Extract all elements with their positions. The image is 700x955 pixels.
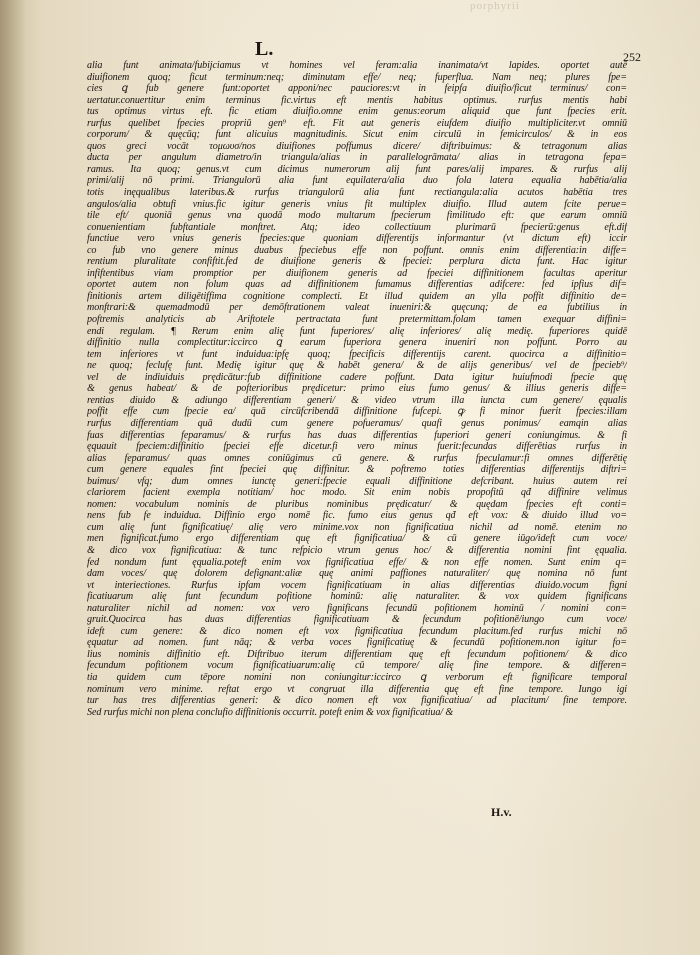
text-line: men fignificat.fumo ergo differentiam quę eft fignificatiua/ & cū genere iūgo/ideft cum voce/ <box>87 533 627 545</box>
text-line: buimus/ vfq; dum omnes iunctę generi:fpecie equali diffinitione defcribant. huius autem rei <box>87 475 627 487</box>
text-line: tem inferiores vt funt induidua:ipfę quoq; fpecificis differentijs carent. quocirca a diffinitio= <box>87 348 627 360</box>
text-line: Sed rurfus michi non plena conclufio diffinitionis occurrit. poteft enim & vox fignificatiua/ & <box>87 706 454 718</box>
body-text <box>87 60 627 718</box>
text-line: diffinitio nulla complectitur:iccirco ꝗ earum fuperiora genera inueniri non poffunt. Porro au <box>87 337 627 349</box>
text-line: ramus. Ita quoq; genus.vt cum dicimus numerorum alij funt pares/alij impares. & rurfus alij <box>87 163 627 175</box>
text-line: ęquauit fpeciem:diffinitio fpeciei effe dicetur.fi vero minus fuerit:fecundas differētias rurfus in <box>87 441 627 453</box>
text-line: corporum/ & quęcūq; funt alicuius magnitudinis. Sicut enim circulū in femicirculos/ & in eos <box>87 129 627 141</box>
text-line: poffit effe cum fpecie ea/ quā circūfcribendā diffinitione fufcepi. ꝙ fi minor fuerit fpecies:illam <box>87 406 627 418</box>
text-line: dam voces/ quę dolorem defignant:aliæ quę animi paffiones naturaliter/ quę nomina nō funt <box>87 568 627 580</box>
running-header-letter: L. <box>255 38 274 60</box>
text-line: ficatiuarum alię funt fecundum pofitione hominū: alię naturaliter. & vox quidem fignificans <box>87 591 627 603</box>
text-line: nominum vero minime. reftat ergo vt congruat illa differentia quę eft fine tempore. Iungo igi <box>87 683 627 695</box>
folio-number: 252 <box>623 50 641 64</box>
text-line: ęquatur ad nomen. funt nāq; & verba voces fignificatiuę & fecundū pofitionem.non igitur fo= <box>87 637 627 649</box>
text-line: infiftentibus viam promptior per diuifionem generis ad fpeciei diffinitionem facultas aperitur <box>87 267 627 279</box>
text-line: uertatur.conuertitur enim terminus fic.virtus eft mentis habitus optimus. rurfus mentis habi <box>87 94 627 106</box>
text-line: cies ꝗ fub genere funt:oportet apponi/nec pauciores:vt in feipfa diuifio/ficut terminus/ con= <box>87 83 627 95</box>
text-line: vt interiectiones. Rurfus ipfam vocem fignificatiuam in alias differentias diuido.vocum figni <box>87 579 627 591</box>
text-line: gruit.Quocirca has duas differentias fignificatiuam & fecundum pofitionē/iungo cum voce/ <box>87 614 627 626</box>
text-line: clariorem facient exempla notitiam/ hoc modo. Sit enim nobis propofitū qđ diffinire velimus <box>87 487 627 499</box>
text-line: poftremis analyticis ab Ariftotele pertractata funt pretermittam.folam tamen exequar diffini= <box>87 314 627 326</box>
text-line: alia funt animata/fubijciamus vt homines vel feram:alia inanimata/vt lapides. oportet autē <box>87 60 627 71</box>
text-line: rentium pluralitate confiftit.fed de diuifione generis & fpeciei: perplura dicta funt. Hac igitur <box>87 256 627 268</box>
gutter-shadow <box>0 0 26 955</box>
text-line: tus optimus virtus eft. fic etiam diuifio.omne enim genus:eorum aliquid que funt fpecies erit. <box>87 106 627 118</box>
text-line: tile eft/ quoniā genus vna quodā modo multarum fpecierum fimilitudo eft: que earum omniū <box>87 210 627 222</box>
text-line: vel de indiuiduis prędicātur:fub diffinitione cadere poffunt. Data igitur huiufmodi fpecie quę <box>87 371 627 383</box>
text-line: lius nominis diffinitio eft. Diftribuo iterum differentiam quę eft fecundum pofitionem/ & dico <box>87 648 627 660</box>
text-line: tia quidem cum tēpore nomini non coniungitur:iccirco ꝗ verborum eft fignificare temporal <box>87 671 627 683</box>
text-line: finitionis artem diligētiffima cognitione complecti. Et illud quidem an ylla poffit diffinitio de= <box>87 290 627 302</box>
text-line: tur has tres differentias generi: & dico nomen eft vox fignificatiua/ ad placitum/ fine tempore. <box>87 695 627 707</box>
text-line: alias feparamus/ quas omnes coniūgimus cū genere. & rurfus fpeculamur:fi omnes differētię <box>87 452 627 464</box>
text-line: cum genere equales fint fpeciei quę diffinitur. & poftremo toties differentias differentijs diftri= <box>87 464 627 476</box>
text-line: totis inęqualibus lateribus.& rurfus triangulorū alia funt rectiangula:alia acutos habētia tres <box>87 187 627 199</box>
text-line: endi regulam. ¶ Rerum enim alię funt fuperiores/ alię inferiores/ alię medię. fuperiores quidē <box>87 325 627 337</box>
text-line: rurfus quelibet fpecies propriū gen⁹ eft. Fit aut generis eiufdem diuifio multipliciter.vt omniū <box>87 117 627 129</box>
signature-mark: H.v. <box>491 805 512 819</box>
text-line: diuifionem quoq; ficut terminum:neq; diminutam effe/ neq; fuperflua. Nam neq; plures fpe= <box>87 71 627 83</box>
text-line: oportet autem non folum quas ad diffinitionem fumamus differentias adifcere: fed ipfius dif= <box>87 279 627 291</box>
text-line: co fub vno genere minus duabus fpeciebus effe non poffunt. omnis enim differentia:in diffe= <box>87 244 627 256</box>
text-line: nens fub fe induidua. Diffinio ergo nomē fic. fumo eius genus qđ eft vox: & diuido illud vo= <box>87 510 627 522</box>
text-line: cum alię funt fignificatiuę/ alię vero minime.vox non fignificatiua nichil ad nomē. etenim no <box>87 521 627 533</box>
text-line: conuenientiam fubftantiale monftret. Atq; ideo collectiuum plurimarū fpecierū:genus eft.dif <box>87 221 627 233</box>
text-line: ne quoq; feclufę funt. Medię igitur quę & habēt genera/ & de alijs generibus/ vel de fpecieb⁹/ <box>87 360 627 372</box>
text-line: & genus habeat/ & de pofterioribus prędicetur: primo eius fumo genus/ & illius generis diffe= <box>87 383 627 395</box>
text-line: functiue vero vnius generis fpecies:que quoniam differentijs informantur (vt dictum eft) iccir <box>87 233 627 245</box>
text-line: fecundum pofitionem vocum fignificatiuarum:alię cū tempore/ alię fine tempore. & differen= <box>87 660 627 672</box>
text-line: nomen: vocabulum nominis de pluribus nominibus prędicatur/ & quędam fpecies eft conti= <box>87 498 627 510</box>
text-line: rentias diuido & adiungo differentiam generi/ & video vtrum illa iuncta cum genere/ ęqualis <box>87 394 627 406</box>
text-line: primi/alij nō primi. Triangulorū alia funt equilatera/alia duo fola latera equalia habētia/alia <box>87 175 627 187</box>
text-line: fuas differentias feparamus/ & rurfus has duas differentias fuperiori generi coniungimus. & fi <box>87 429 627 441</box>
text-line: naturaliter nichil ad nomen: vox vero fignificans fecundū pofitionem hominū / nomini con= <box>87 602 627 614</box>
text-line: ideft cum genere: & dico nomen eft vox fignificatiua fecundum placitum.fed rurfus michi nō <box>87 625 627 637</box>
text-line: & dico vox fignificatiua: & tunc refpicio vtrum genus hoc/ & differentia nomini fint ęqualia. <box>87 544 627 556</box>
text-line: quos greci vocāt τομωυσ/nos diuifiones poffumus dicere/ diftribuimus: & tetragonum alias <box>87 140 627 152</box>
text-line: angulos/alia obtufi vnius.fic igitur generis vnius fit multiplex diuifio. Illud autem fcite perue= <box>87 198 627 210</box>
text-line: monftrari:& quemadmodū per demōftrationem valeat inueniri:& quęcunq; de ea fubtilius in <box>87 302 627 314</box>
text-line: fed nondum funt ęqualia.poteft enim vox fignificatiua effe/ & non effe nomen. Sunt enim q= <box>87 556 627 568</box>
bleed-through-text: porphyrii <box>470 0 520 12</box>
text-line: rurfus differentiam quā dudū cum genere pofueramus/ quafi genus ponimus/ eamqin alias <box>87 417 627 429</box>
text-line: ducta per angulum diametro/in triangula/alias in parallelogrāmata/ alias in tetragona fepa= <box>87 152 627 164</box>
